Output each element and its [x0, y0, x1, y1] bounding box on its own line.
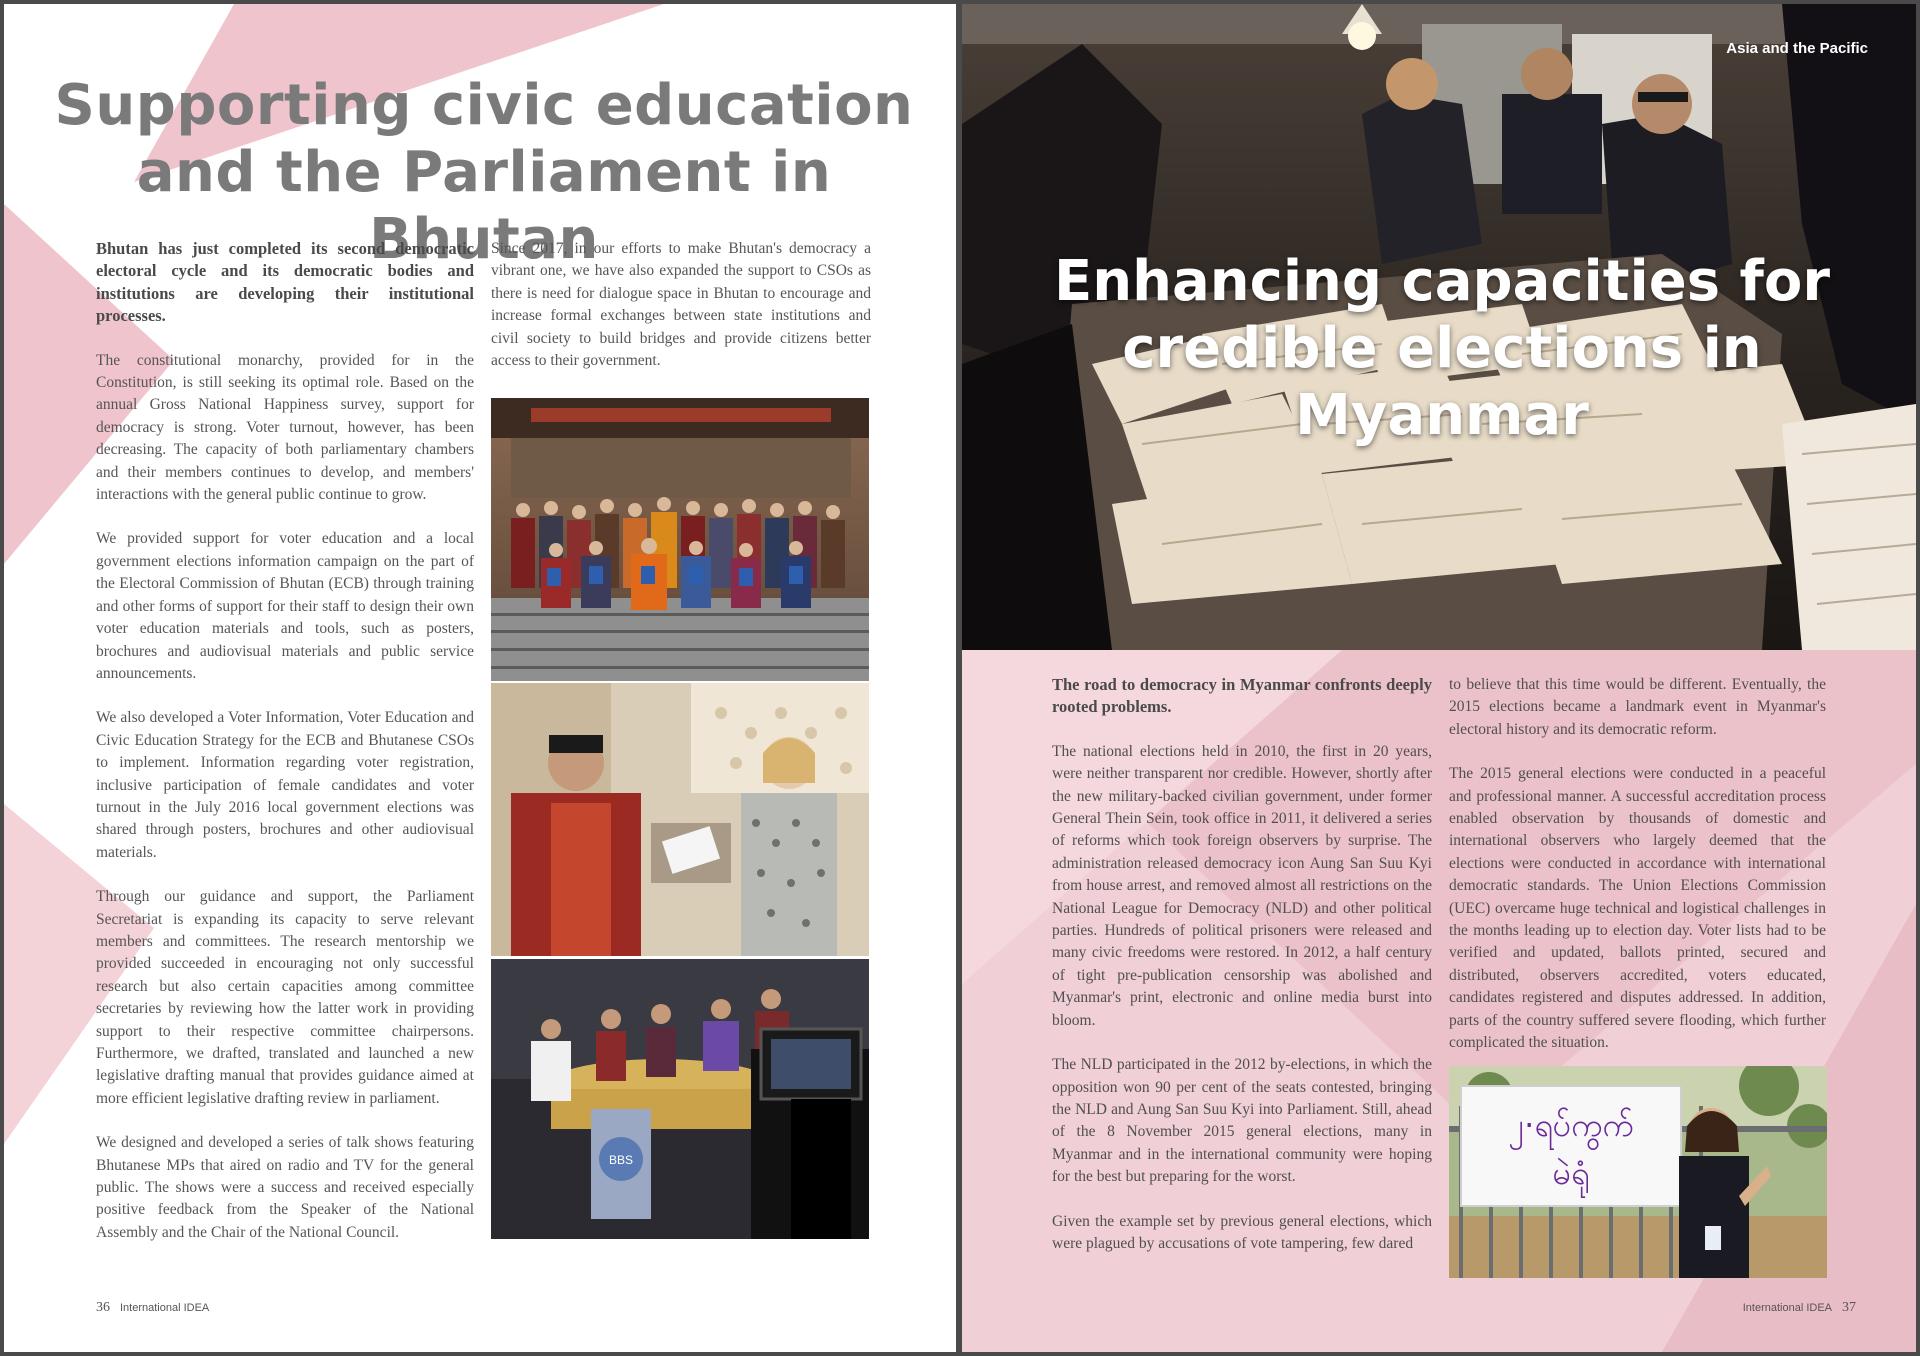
body-paragraph: Given the example set by previous general elections, which were plagued by accusations of vote tampering, few dared	[1052, 1212, 1432, 1252]
body-paragraph: The constitutional monarchy, provided for in the Constitution, is still seeking its optimal role. Based on the annual Gross National Happiness survey, support for democracy is strong. Voter turnout, however, has been decreasing. The capacity of both parliamentary chambers and their members continues to develop, and members' interactions with the general public continue to grow.	[96, 351, 474, 504]
body-paragraph: We provided support for voter education and a local government elections information campaign on the part of the Electoral Commission of Bhutan (ECB) through training and other forms of support for their staff to design their own voter education materials and tools, such as posters, brochures and audiovisual materials and public service announcements.	[96, 530, 474, 682]
body-paragraph: We also developed a Voter Information, Voter Education and Civic Education Strategy for the ECB and Bhutanese CSOs to implement. Information regarding voter registration, inclusive participation of female candidates and voter turnout in the July 2016 local government elections was shared through posters, brochures and other audiovisual materials.	[96, 709, 474, 861]
title-line-2: and the Parliament in Bhutan	[136, 140, 832, 273]
publisher-name: International IDEA	[120, 1302, 210, 1314]
publisher-name: International IDEA	[1742, 1302, 1832, 1314]
section-tag: Asia and the Pacific	[1726, 40, 1868, 57]
body-paragraph: to believe that this time would be different. Eventually, the 2015 elections became a landmark event in Myanmar's electoral history and its democratic reform.	[1449, 676, 1826, 738]
polling-sign-line-1: ၂·ရပ်ကွက်	[1508, 1106, 1634, 1144]
title-line-1: Enhancing capacities for	[1054, 249, 1830, 314]
left-page	[4, 4, 956, 1352]
body-paragraph: We designed and developed a series of talk shows featuring Bhutanese MPs that aired on radio and TV for the general public. The shows were a success and received especially positive feedback from the Speaker of the National Assembly and the Chair of the National Council.	[96, 1134, 474, 1241]
page-folio	[96, 1300, 209, 1316]
body-paragraph: The NLD participated in the 2012 by-elections, in which the opposition won 90 per cent of the seats contested, bringing the NLD and Aung San Suu Kyi into Parliament. Still, ahead of the 8 November 2015 general elections, many in Myanmar and in the international community were hoping for the best but preparing for the worst.	[1052, 1056, 1432, 1186]
page-title	[1002, 248, 1882, 450]
handover-photo	[491, 683, 869, 956]
group-photo	[491, 398, 869, 681]
body-paragraph: The 2015 general elections were conducted in a peaceful and professional manner. A successful accreditation process enabled observation by thousands of domestic and international observers who largely deemed that the elections were conducted in accordance with international democratic standards. The Union Elections Commission (UEC) overcame huge technical and logistical challenges in the months leading up to election day. Voter lists had to be verified and updated, ballots printed, secured and distributed, observers accredited, voters educated, candidates registered and disputes addressed. In addition, parts of the country suffered severe flooding, which further complicated the situation.	[1449, 765, 1826, 1052]
tv-studio-photo	[491, 959, 869, 1239]
body-paragraph: Since 2017, in our efforts to make Bhutan's democracy a vibrant one, we have also expanded the support to CSOs as there is need for dialogue space in Bhutan to encourage and increase formal exchanges between state institutions and civil society to build bridges and provide citizens better access to their government.	[491, 240, 871, 370]
polling-station-photo	[1449, 1066, 1827, 1278]
title-line-1: Supporting civic education	[54, 73, 914, 138]
page-number: 36	[96, 1300, 110, 1315]
lead-paragraph: Bhutan has just completed its second democratic electoral cycle and its democratic bodies and institutions are developing their institutional processes.	[96, 239, 474, 326]
bbs-logo: BBS	[608, 1153, 634, 1167]
page-number: 37	[1842, 1300, 1856, 1315]
body-paragraph: The national elections held in 2010, the first in 20 years, were neither transparent nor credible. However, shortly after the new military-backed civilian government, under former General Thein Sein, took office in 2011, it delivered a series of reforms which took foreign observers by surprise. The administration released democracy icon Aung San Suu Kyi from house arrest, and removed almost all restrictions on the National League for Democracy (NLD) and other political parties. Hundreds of political prisoners were released and many civic freedoms were restored. In 2012, a half century of tight pre-publication censorship was abolished and Myanmar's print, electronic and online media burst into bloom.	[1052, 742, 1432, 1029]
body-paragraph: Through our guidance and support, the Parliament Secretariat is expanding its capacity to serve relevant members and committees. The research mentorship we provided succeeded in encouraging not only successful research but also certain capacities among committee secretaries by reviewing how the latter work in providing support to their respective committee chairpersons. Furthermore, we drafted, translated and launched a new legislative drafting manual that provides guidance aimed at more efficient legislative drafting review in parliament.	[96, 888, 474, 1107]
right-page	[962, 4, 1916, 1352]
page-folio	[1743, 1300, 1856, 1316]
text-column-1	[96, 238, 474, 1266]
lead-paragraph: The road to democracy in Myanmar confronts deeply rooted problems.	[1052, 675, 1432, 717]
title-line-2: credible elections in Myanmar	[1122, 316, 1762, 449]
text-column-1	[1052, 674, 1432, 1277]
polling-sign-line-2: မဲရုံ	[1552, 1154, 1590, 1192]
text-column-2	[1449, 674, 1826, 1077]
text-column-2	[491, 238, 871, 394]
